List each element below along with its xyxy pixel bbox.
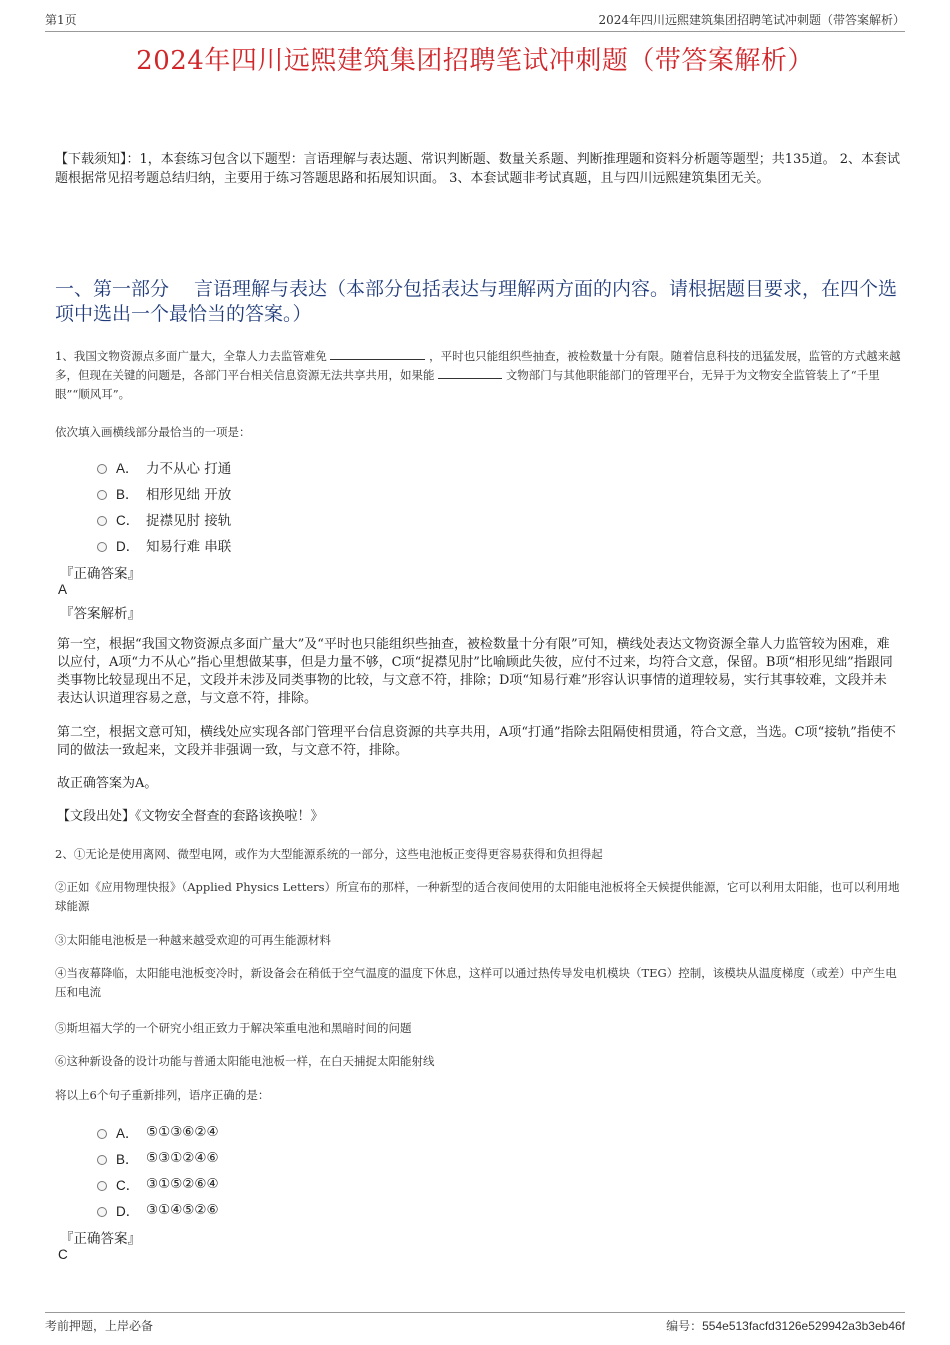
radio-icon[interactable] [97,490,107,500]
page-footer [45,1312,905,1334]
passage-source: 【文段出处】《文物安全督查的套路该换啦！》 [57,809,324,824]
analysis-paragraph-2: 第二空，根据文意可知，横线处应实现各部门管理平台信息资源的共享共用，A项“打通”指除去阻隔使相贯通，符合文意，当选。C项“接轨”指使不同的做法一致起来，文段并非强调一致，与文意不符，排除。 [57,725,896,758]
q2-option-b[interactable] [97,1148,219,1168]
option-text: ③①④⑤②⑥ [146,1202,219,1218]
question-2-sentence-3: ③太阳能电池板是一种越来越受欢迎的可再生能源材料 [55,933,331,947]
document-title: 2024年四川远熙建筑集团招聘笔试冲刺题（带答案解析） [136,46,814,76]
option-text: ⑤③①②④⑥ [146,1150,219,1166]
option-letter: A． [116,461,139,476]
option-letter: C． [116,513,140,528]
question-1-text-part-c: 文物部门与其他职能部门的管理平台，无异于为文物安全监管装上了“千里眼”“顺风耳”。 [55,368,880,401]
question-1-text [55,347,902,404]
q2-correct-answer-value: C [58,1247,68,1262]
question-1-prompt: 依次填入画横线部分最恰当的一项是： [55,425,251,439]
page-number: 第1页 [45,13,77,27]
question-2-prompt: 将以上6个句子重新排列，语序正确的是： [55,1088,270,1102]
q1-option-c[interactable] [97,509,231,529]
question-2-sentence-6: ⑥这种新设备的设计功能与普通太阳能电池板一样，在白天捕捉太阳能射线 [55,1054,435,1068]
question-2-sentence-4: ④当夜幕降临，太阳能电池板变冷时，新设备会在稍低于空气温度的温度下休息，这样可以通过热传导发电机模块（TEG）控制，该模块从温度梯度（或差）中产生电压和电流 [55,966,897,999]
option-letter: A． [116,1126,139,1141]
page-header [45,10,905,32]
q1-option-a[interactable] [97,457,231,477]
option-text: ⑤①③⑥②④ [146,1124,219,1140]
option-letter: B． [116,1152,139,1167]
question-1-text-part-b: ，平时也只能组织些抽查，被检数量十分有限。随着信息科技的迅猛发展，监管的方式越来越多，但现在关键的问题是，各部门平台相关信息资源无法共享共用，如果能 [55,349,901,382]
q2-option-a[interactable] [97,1122,219,1142]
footer-doc-id: 编号：554e513facfd3126e529942a3b3eb46f [666,1319,905,1333]
question-2-sentence-1: 2、①无论是使用离网、微型电网，或作为大型能源系统的一部分，这些电池板正变得更容易获得和负担得起 [55,847,603,861]
answer-blank-2 [438,366,502,379]
q2-option-c[interactable] [97,1174,219,1194]
analysis-conclusion: 故正确答案为A。 [57,776,158,791]
option-text: ③①⑤②⑥④ [146,1176,219,1192]
option-text: 捉襟见肘 接轨 [146,513,232,529]
header-doc-name: 2024年四川远熙建筑集团招聘笔试冲刺题（带答案解析） [598,13,905,27]
footer-slogan: 考前押题，上岸必备 [45,1319,154,1333]
analysis-label: 『答案解析』 [60,606,141,622]
download-notice: 【下载须知】：1，本套练习包含以下题型：言语理解与表达题、常识判断题、数量关系题、判断推理题和资料分析题等题型；共135道。 2、本套试题根据常见招考题总结归纳，主要用于练习答题思路和拓展知识面。 3、本套试题非考试真题，且与四川远熙建筑集团无关。 [55,152,900,186]
analysis-paragraph-1: 第一空，根据“我国文物资源点多面广量大”及“平时也只能组织些抽查，被检数量十分有限”可知，横线处表达文物资源全靠人力监管较为困难，难以应付，A项“力不从心”指心里想做某事，但是力量不够，C项“捉襟见肘”比喻顾此失彼，应付不过来，均符合文意，保留。B项“相形见绌”指跟同类事物比较显现出不足，文段并未涉及同类事物的比较，与文意不符，排除；D项“知易行难”形容认识事情的道理较易，实行其事较难，文段并未表达认识道理容易之意，与文意不符，排除。 [57,637,893,706]
q2-option-d[interactable] [97,1200,219,1220]
radio-icon[interactable] [97,464,107,474]
question-2-sentence-5: ⑤斯坦福大学的一个研究小组正致力于解决笨重电池和黑暗时间的问题 [55,1021,412,1035]
q2-correct-answer-label: 『正确答案』 [60,1231,141,1247]
radio-icon[interactable] [97,1155,107,1165]
q1-option-b[interactable] [97,483,231,503]
radio-icon[interactable] [97,1207,107,1217]
section-title: 一、第一部分 言语理解与表达（本部分包括表达与理解两方面的内容。请根据题目要求，在四个选项中选出一个最恰当的答案。） [55,278,898,325]
answer-blank-1 [330,347,425,360]
option-letter: C． [116,1178,140,1193]
correct-answer-label: 『正确答案』 [60,566,141,582]
option-letter: D． [116,539,140,554]
correct-answer-value: A [58,582,68,597]
option-text: 相形见绌 开放 [146,487,232,503]
question-2-sentence-2: ②正如《应用物理快报》（Applied Physics Letters）所宣布的那样，一种新型的适合夜间使用的太阳能电池板将全天候提供能源，它可以利用太阳能，也可以利用地球能源 [55,880,900,913]
radio-icon[interactable] [97,542,107,552]
radio-icon[interactable] [97,1129,107,1139]
option-text: 知易行难 串联 [146,539,232,555]
option-letter: B． [116,487,139,502]
radio-icon[interactable] [97,1181,107,1191]
option-text: 力不从心 打通 [146,461,232,477]
question-1-text-part-a: 1、我国文物资源点多面广量大，全靠人力去监管难免 [55,349,327,363]
option-letter: D． [116,1204,140,1219]
q1-option-d[interactable] [97,535,231,555]
radio-icon[interactable] [97,516,107,526]
